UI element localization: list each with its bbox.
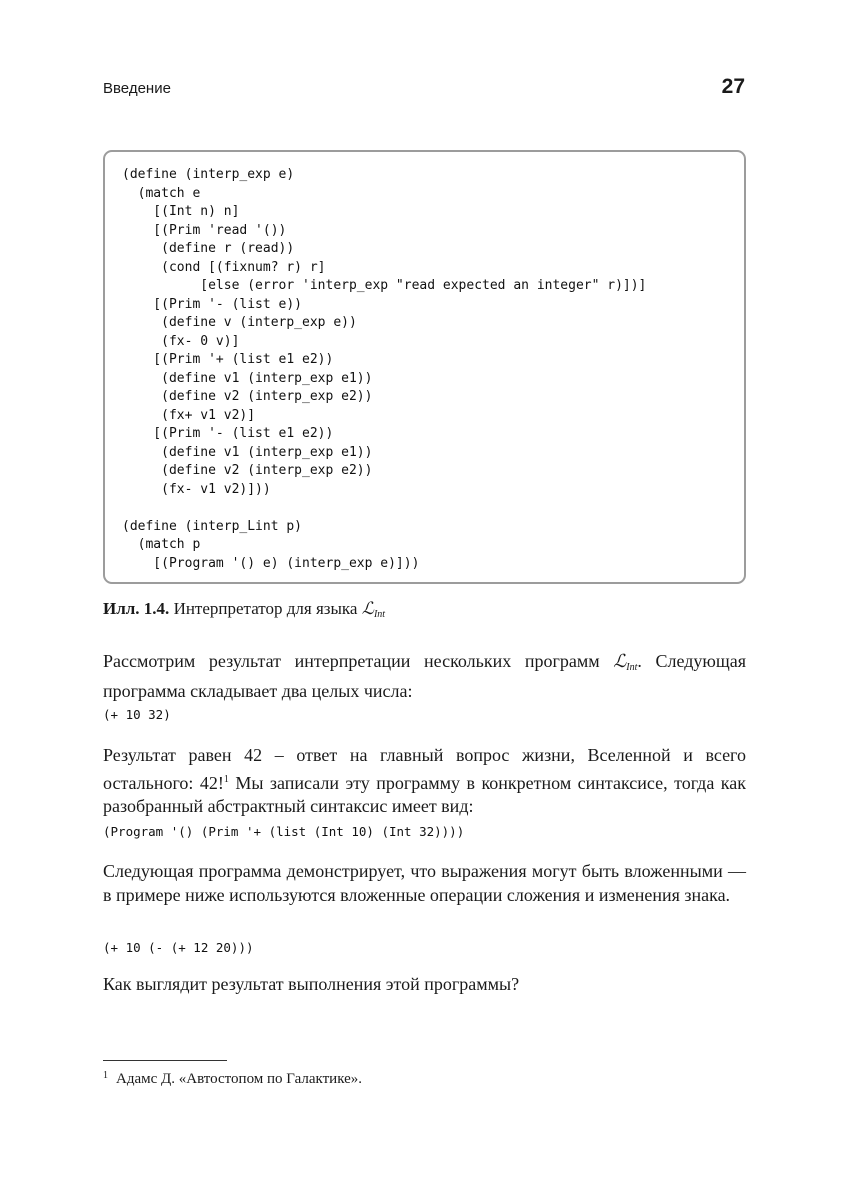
running-header: Введение — [103, 80, 171, 97]
figure-caption — [103, 599, 385, 620]
para2-text-after: Мы записали эту программу в конкретном синтаксисе, тогда как разобранный абстрактный синтаксис имеет вид: — [103, 772, 746, 816]
paragraph-2 — [103, 744, 746, 819]
interpreter-code: (define (interp_exp e) (match e [(Int n) n] [(Prim 'read '()) (define r (read)) (cond [(fixnum? r) r] [else (error 'interp_exp "read expected an integer" r)])] [(Prim '- (list e)) (define v (interp_exp e)) (fx- 0 v)] [(Prim '+ (list e1 e2)) (define v1 (interp_exp e1)) (define v2 (interp_exp e2)) (fx+ v1 v2)] [(Prim '- (list e1 e2)) (define v1 (interp_exp e1)) (define v2 (interp_exp e2)) (fx- v1 v2)])) (define (interp_Lint p) (match p [(Program '() e) (interp_exp e)])) — [122, 167, 647, 571]
footnote-ref: 1 — [223, 773, 229, 785]
para2-text-before: Результат равен 42 – ответ на главный вопрос жизни, Вселенной и всего остального: 42! — [103, 745, 746, 793]
caption-label: Илл. 1.4. — [103, 599, 170, 618]
lang-subscript: Int — [373, 609, 386, 620]
footnote — [103, 1070, 362, 1088]
footnote-text: Адамс Д. «Автостопом по Галактике». — [116, 1071, 363, 1087]
lang-subscript: Int — [626, 662, 638, 673]
caption-text: Интерпретатор для языка — [173, 599, 358, 618]
paragraph-3: Следующая программа демонстрирует, что выражения могут быть вложенными — в примере ниже используются вложенные операции сложения и изменения знака. — [103, 861, 746, 905]
para1-text-before: Рассмотрим результат интерпретации нескольких программ — [103, 651, 600, 671]
code-example-1: (+ 10 32) — [103, 707, 171, 722]
code-example-2: (Program '() (Prim '+ (list (Int 10) (Int 32)))) — [103, 824, 465, 839]
lang-symbol: ℒ — [613, 651, 627, 671]
paragraph-1 — [103, 650, 746, 703]
page-number: 27 — [721, 75, 745, 98]
code-example-3: (+ 10 (- (+ 12 20))) — [103, 940, 254, 955]
lang-symbol: ℒ — [361, 599, 374, 618]
code-listing-box — [103, 150, 746, 584]
para1-text-after: . Следующая программа складывает два целых числа: — [103, 651, 746, 701]
footnote-divider — [103, 1060, 227, 1061]
footnote-mark: 1 — [103, 1070, 108, 1081]
paragraph-4: Как выглядит результат выполнения этой программы? — [103, 974, 520, 994]
